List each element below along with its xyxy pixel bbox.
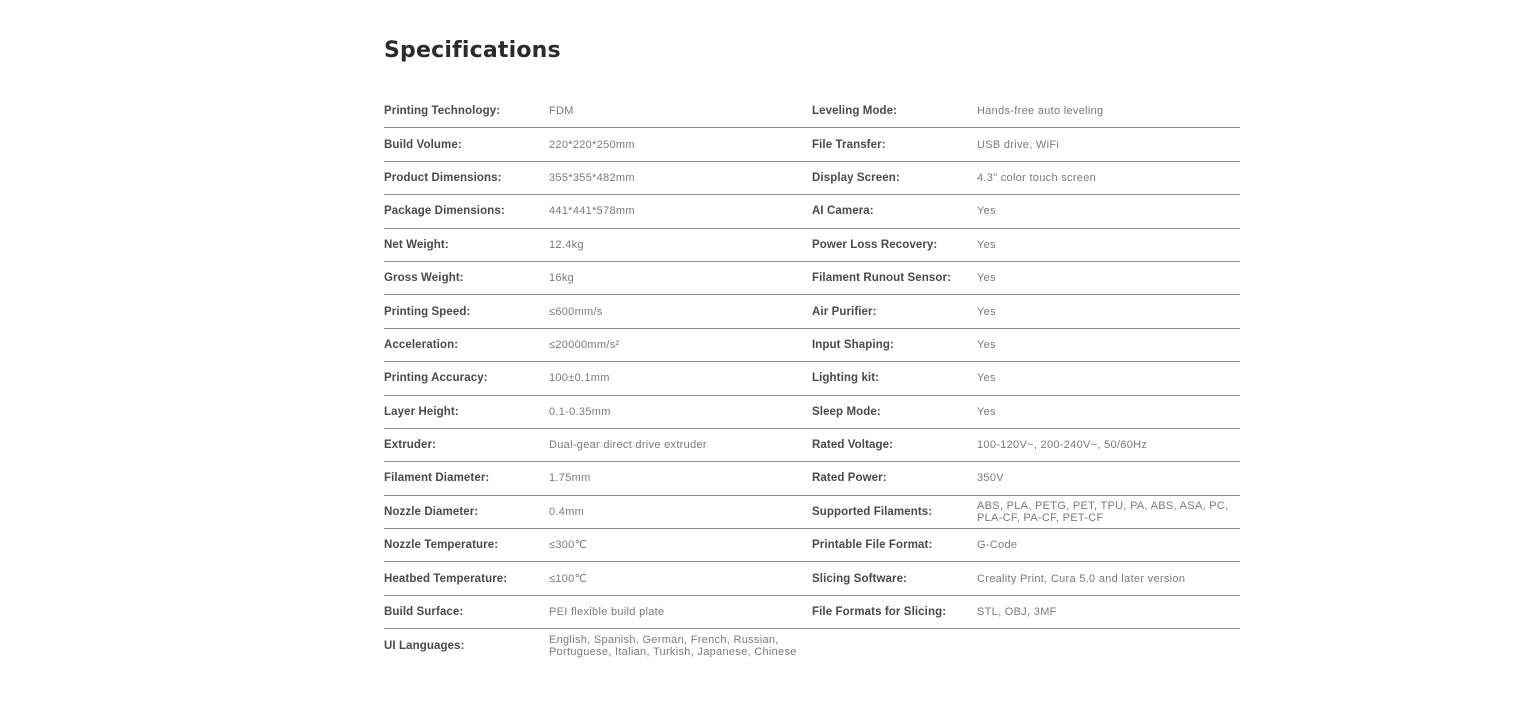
spec-label: Rated Power: (812, 472, 887, 485)
spec-label: Printable File Format: (812, 539, 933, 552)
spec-label: Leveling Mode: (812, 105, 898, 118)
spec-row (384, 95, 812, 128)
spec-row (812, 429, 1240, 462)
spec-value: 12.4kg (549, 238, 584, 251)
spec-row (812, 295, 1240, 328)
spec-row (812, 229, 1240, 262)
spec-label: Gross Weight: (384, 272, 464, 285)
spec-column-left (384, 95, 812, 663)
spec-label: Layer Height: (384, 405, 459, 418)
spec-label: Printing Accuracy: (384, 372, 488, 385)
spec-row (812, 496, 1240, 529)
spec-label: Net Weight: (384, 238, 449, 251)
spec-value: Hands-free auto leveling (977, 105, 1104, 118)
spec-value: Yes (977, 205, 996, 218)
spec-row (384, 629, 812, 663)
spec-value: 4.3" color touch screen (977, 171, 1097, 184)
spec-label: AI Camera: (812, 205, 874, 218)
spec-label: Lighting kit: (812, 372, 880, 385)
spec-value: G-Code (977, 539, 1018, 552)
spec-label: File Formats for Slicing: (812, 606, 947, 619)
spec-row (384, 496, 812, 529)
spec-row (812, 529, 1240, 562)
spec-row (384, 362, 812, 395)
spec-value: 355*355*482mm (549, 171, 635, 184)
spec-value: 350V (977, 472, 1004, 485)
spec-row (384, 596, 812, 629)
spec-row (384, 262, 812, 295)
spec-row (384, 229, 812, 262)
spec-value: USB drive, WiFi (977, 138, 1060, 151)
spec-label: UI Languages: (384, 640, 465, 653)
spec-label: Printing Speed: (384, 305, 471, 318)
spec-label: Power Loss Recovery: (812, 238, 938, 251)
spec-value: Yes (977, 372, 996, 385)
spec-row (384, 295, 812, 328)
spec-value: 0.4mm (549, 505, 585, 518)
spec-row (384, 329, 812, 362)
spec-value: Creality Print, Cura 5.0 and later version (977, 572, 1186, 585)
spec-label: Nozzle Diameter: (384, 505, 479, 518)
spec-value: Yes (977, 305, 996, 318)
spec-value: Yes (977, 272, 996, 285)
spec-value: Yes (977, 338, 996, 351)
spec-row (812, 362, 1240, 395)
spec-row (812, 195, 1240, 228)
spec-label: Extruder: (384, 439, 437, 452)
spec-value: 441*441*578mm (549, 205, 635, 218)
spec-row (384, 462, 812, 495)
spec-row (384, 529, 812, 562)
spec-value: Yes (977, 238, 996, 251)
spec-label: Filament Diameter: (384, 472, 490, 485)
spec-value: ≤300℃ (549, 539, 588, 552)
spec-row (384, 396, 812, 429)
spec-value: English, Spanish, German, French, Russian, Portuguese, Italian, Turkish, Japanese, Chinese (549, 634, 797, 659)
spec-label: Input Shaping: (812, 338, 894, 351)
spec-label: Rated Voltage: (812, 439, 894, 452)
spec-row (812, 162, 1240, 195)
spec-value: PEI flexible build plate (549, 606, 665, 619)
spec-label: Printing Technology: (384, 105, 501, 118)
spec-row (812, 596, 1240, 629)
spec-label: Air Purifier: (812, 305, 877, 318)
spec-label: Package Dimensions: (384, 205, 505, 218)
spec-row (812, 462, 1240, 495)
spec-label: Slicing Software: (812, 572, 907, 585)
spec-label: File Transfer: (812, 138, 886, 151)
spec-label: Sleep Mode: (812, 405, 881, 418)
spec-value: ≤20000mm/s² (549, 338, 620, 351)
spec-row (384, 128, 812, 161)
spec-value: ≤100℃ (549, 572, 588, 585)
spec-value: FDM (549, 105, 574, 118)
spec-column-right (812, 95, 1240, 629)
spec-label: Display Screen: (812, 171, 900, 184)
spec-row (384, 195, 812, 228)
spec-value: 100-120V~, 200-240V~, 50/60Hz (977, 439, 1148, 452)
spec-value: 1.75mm (549, 472, 591, 485)
spec-row (812, 262, 1240, 295)
spec-row (384, 162, 812, 195)
spec-value: 220*220*250mm (549, 138, 635, 151)
spec-label: Build Surface: (384, 606, 464, 619)
spec-row (812, 562, 1240, 595)
spec-row (812, 128, 1240, 161)
spec-value: 16kg (549, 272, 575, 285)
spec-label: Supported Filaments: (812, 505, 933, 518)
spec-row (812, 95, 1240, 128)
spec-row (384, 429, 812, 462)
spec-value: STL, OBJ, 3MF (977, 606, 1057, 619)
spec-value: ABS, PLA, PETG, PET, TPU, PA, ABS, ASA, PC, PLA-CF, PA-CF, PET-CF (977, 499, 1229, 524)
spec-label: Build Volume: (384, 138, 462, 151)
spec-value: ≤600mm/s (549, 305, 603, 318)
spec-label: Acceleration: (384, 338, 459, 351)
spec-value: Yes (977, 405, 996, 418)
spec-label: Nozzle Temperature: (384, 539, 499, 552)
spec-label: Product Dimensions: (384, 171, 502, 184)
spec-value: 100±0.1mm (549, 372, 610, 385)
spec-value: Dual-gear direct drive extruder (549, 439, 707, 452)
spec-row (384, 562, 812, 595)
spec-label: Filament Runout Sensor: (812, 272, 952, 285)
spec-row (812, 329, 1240, 362)
spec-row (812, 396, 1240, 429)
page-title: Specifications (384, 38, 561, 63)
spec-label: Heatbed Temperature: (384, 572, 508, 585)
spec-value: 0.1-0.35mm (549, 405, 611, 418)
